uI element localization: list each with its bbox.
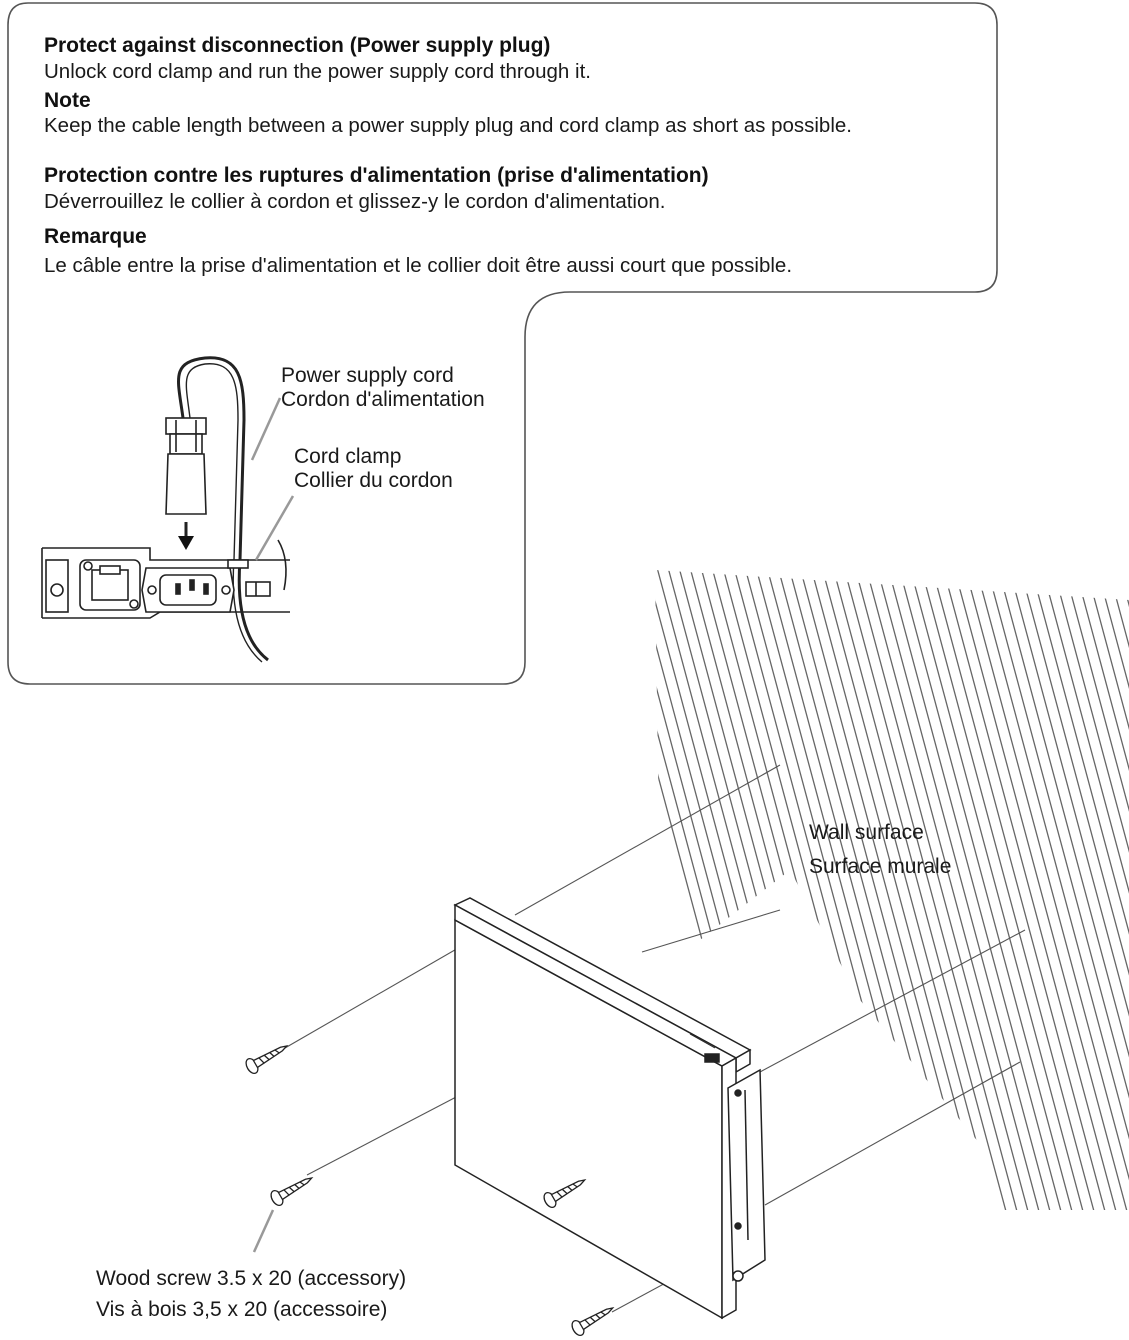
power-plug-detail	[42, 358, 290, 662]
hatch-line	[875, 560, 1055, 1230]
hatch-line	[908, 560, 1088, 1230]
device-unit	[455, 898, 765, 1318]
hatch-line	[798, 560, 978, 1230]
hatch-line	[930, 560, 1110, 1230]
hatch-line	[831, 560, 1011, 1230]
hatch-line	[919, 560, 1099, 1230]
power-cord-label-fr: Cordon d'alimentation	[281, 388, 485, 411]
hatch-line	[996, 560, 1129, 1230]
hatch-line	[1051, 560, 1129, 1230]
hatch-line	[941, 560, 1121, 1230]
cord-clamp-label-en: Cord clamp	[294, 445, 402, 468]
en-note-heading: Note	[44, 89, 91, 112]
hatch-line	[776, 560, 956, 1230]
fr-note-heading: Remarque	[44, 225, 147, 248]
hatch-line	[864, 560, 1044, 1230]
hatch-line	[853, 560, 1033, 1230]
hatch-line	[765, 560, 945, 1230]
fr-body: Déverrouillez le collier à cordon et glissez-y le cordon d'alimentation.	[44, 190, 666, 213]
en-heading: Protect against disconnection (Power supply plug)	[44, 34, 551, 57]
hatch-line	[743, 560, 923, 1230]
cord-clamp-label-fr: Collier du cordon	[294, 469, 453, 492]
fr-heading: Protection contre les ruptures d'alimentation (prise d'alimentation)	[44, 164, 709, 187]
wood-screw-label-fr: Vis à bois 3,5 x 20 (accessoire)	[96, 1298, 388, 1321]
hatch-line	[897, 560, 1077, 1230]
hatch-line	[963, 560, 1129, 1230]
hatch-line	[754, 560, 934, 1230]
hatch-line	[842, 560, 1022, 1230]
hatch-line	[952, 560, 1129, 1230]
en-note-body: Keep the cable length between a power supply plug and cord clamp as short as possible.	[44, 114, 852, 137]
hatch-line	[1029, 560, 1129, 1230]
hatch-line	[886, 560, 1066, 1230]
hatch-line	[787, 560, 967, 1230]
wood-screw-label-en: Wood screw 3.5 x 20 (accessory)	[96, 1267, 407, 1290]
wall-surface-label-en: Wall surface	[809, 821, 924, 844]
en-body: Unlock cord clamp and run the power supply cord through it.	[44, 60, 591, 83]
screw-label-leader	[254, 1210, 273, 1252]
fr-note-body: Le câble entre la prise d'alimentation et le collier doit être aussi court que possible.	[44, 254, 793, 277]
wall-surface-label-fr: Surface murale	[809, 855, 952, 878]
hatch-line	[1073, 560, 1129, 1230]
hatch-line	[1106, 560, 1129, 1230]
power-cord-label-en: Power supply cord	[281, 364, 454, 387]
hatch-line	[820, 560, 1000, 1230]
hatch-line	[974, 560, 1129, 1230]
detail-leader-lines	[252, 398, 293, 560]
